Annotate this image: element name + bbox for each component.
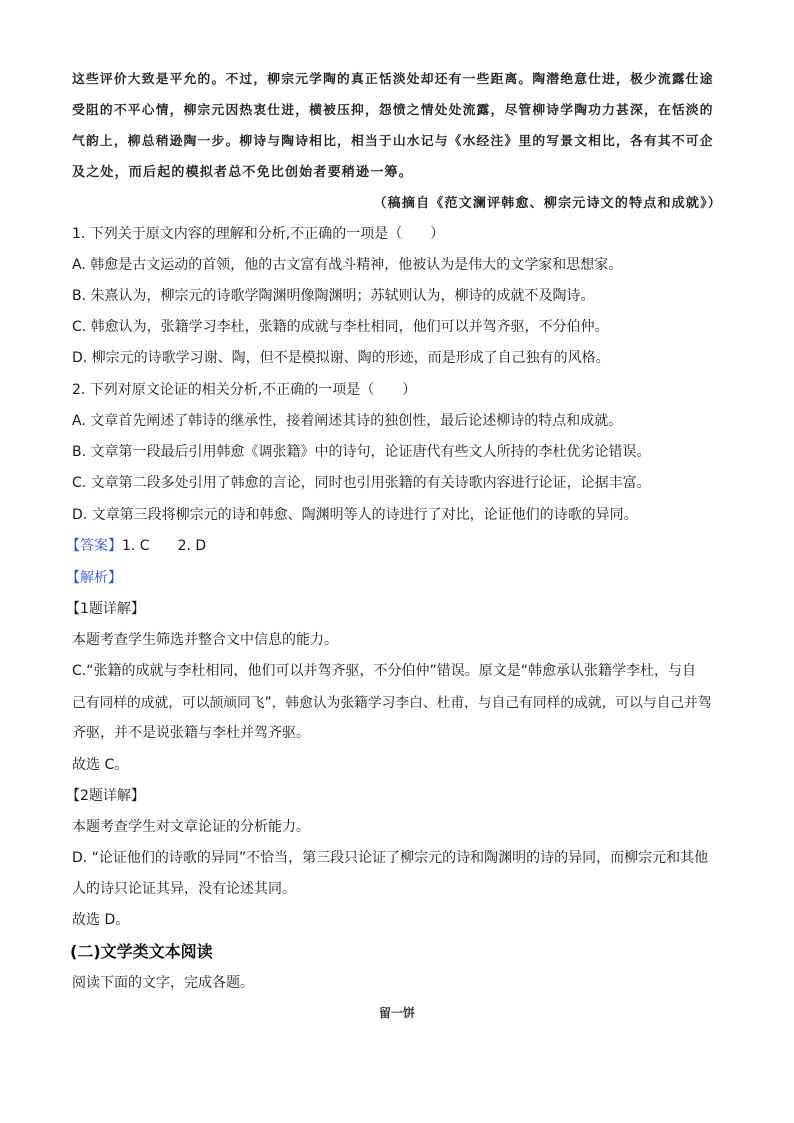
story-title: 留一饼 xyxy=(378,1006,415,1020)
passage-source: （稿摘自《范文澜评韩愈、柳宗元诗文的特点和成就》） xyxy=(373,196,722,211)
detail-line: 齐驱，并不是说张籍与李杜并驾齐驱。 xyxy=(72,725,310,741)
detail-line: C.“张籍的成就与李杜相同，他们可以并驾齐驱，不分伯仲”错误。原文是“韩愈承认张籍学李杜，与自 xyxy=(72,663,696,679)
detail-line: 故选 D。 xyxy=(72,912,130,928)
question-option: D. 柳宗元的诗歌学习谢、陶，但不是模拟谢、陶的形迹，而是形成了自己独有的风格。 xyxy=(72,350,610,366)
question-option: D. 文章第三段将柳宗元的诗和韩愈、陶渊明等人的诗进行了对比，论证他们的诗歌的异同。 xyxy=(72,507,638,523)
detail-label: 【1题详解】 xyxy=(66,601,145,617)
detail-line: 人的诗只论证其异，没有论述其同。 xyxy=(72,881,296,897)
passage-line: 这些评价大致是平允的。不过，柳宗元学陶的真正恬淡处却还有一些距离。陶潜绝意仕进，极少流露仕途 xyxy=(72,72,714,87)
detail-line: 己有同样的成就，可以颉颃同飞”，韩愈认为张籍学习李白、杜甫，与自己有同样的成就，可以与自己并驾 xyxy=(72,695,712,711)
detail-line: 本题考查学生对文章论证的分析能力。 xyxy=(72,819,310,835)
detail-label: 【2题详解】 xyxy=(66,788,145,804)
section-title: (二)文学类文本阅读 xyxy=(70,942,213,961)
answer-line xyxy=(66,535,716,555)
question-option: C. 韩愈认为，张籍学习李杜，张籍的成就与李杜相同，他们可以并驾齐驱，不分伯仲。 xyxy=(72,319,609,335)
detail-line: 故选 C。 xyxy=(72,757,129,773)
answer-label: 【答案】 xyxy=(66,538,122,554)
passage-line: 受阻的不平心情，柳宗元因热衷仕进，横被压抑，怨愤之情处处流露，尽管柳诗学陶功力甚深，在恬淡的 xyxy=(72,103,714,118)
question-option: B. 文章第一段最后引用韩愈《调张籍》中的诗句，论证唐代有些文人所持的李杜优劣论错误。 xyxy=(72,444,651,460)
question-stem: 2. 下列对原文论证的相关分析,不正确的一项是（ ） xyxy=(72,382,417,398)
question-option: C. 文章第二段多处引用了韩愈的言论，同时也引用张籍的有关诗歌内容进行论证，论据丰富。 xyxy=(72,475,651,491)
detail-line: D. “论证他们的诗歌的异同”不恰当，第三段只论证了柳宗元的诗和陶渊明的诗的异同，而柳宗元和其他 xyxy=(72,850,709,866)
analysis-label: 【解析】 xyxy=(66,570,122,586)
passage-line: 气韵上，柳总稍逊陶一步。柳诗与陶诗相比，相当于山水记与《水经注》里的写景文相比，各有其不可企 xyxy=(72,134,714,149)
passage-line: 及之处，而后起的模拟者总不免比创始者要稍逊一筹。 xyxy=(72,165,413,180)
question-stem: 1. 下列关于原文内容的理解和分析,不正确的一项是（ ） xyxy=(72,226,445,242)
answer-value: 1. C 2. D xyxy=(122,538,207,554)
detail-line: 本题考查学生筛选并整合文中信息的能力。 xyxy=(72,632,338,648)
question-option: A. 文章首先阐述了韩诗的继承性，接着阐述其诗的独创性，最后论述柳诗的特点和成就。 xyxy=(72,413,623,429)
question-option: A. 韩愈是古文运动的首领，他的古文富有战斗精神，他被认为是伟大的文学家和思想家。 xyxy=(72,257,623,273)
question-option: B. 朱熹认为，柳宗元的诗歌学陶渊明像陶渊明；苏轼则认为，柳诗的成就不及陶诗。 xyxy=(72,288,595,304)
section-instruction: 阅读下面的文字，完成各题。 xyxy=(72,975,254,991)
